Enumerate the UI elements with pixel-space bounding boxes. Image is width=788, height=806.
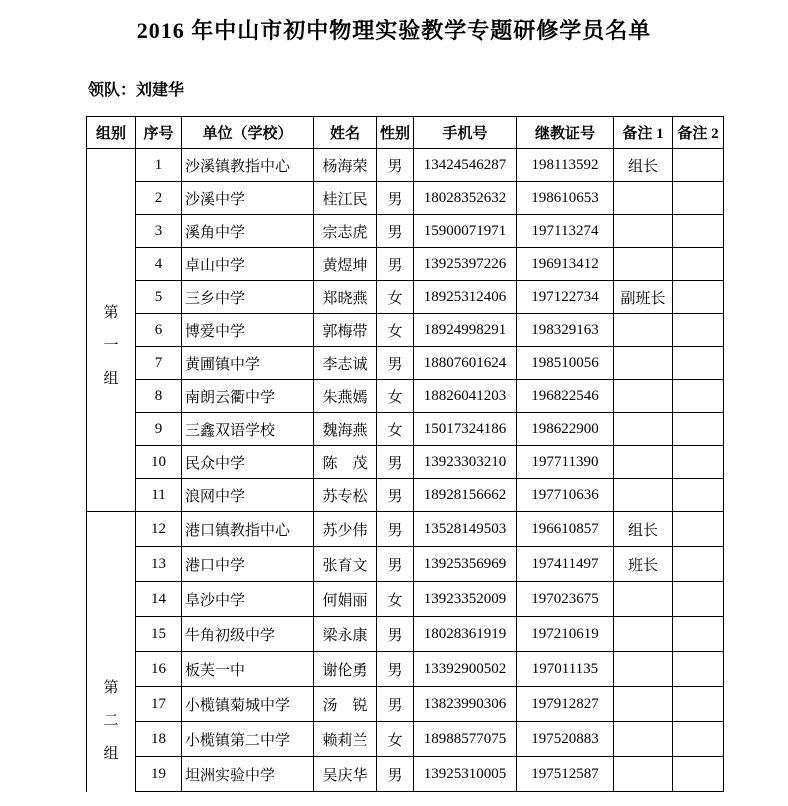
cell-serial: 9 (136, 413, 182, 446)
cell-note2 (673, 248, 724, 281)
cell-note2 (673, 281, 724, 314)
cell-serial: 3 (136, 215, 182, 248)
cell-gender: 男 (377, 248, 414, 281)
table-row (87, 687, 724, 722)
cell-school: 小榄镇菊城中学 (182, 687, 314, 722)
cell-note1 (614, 182, 673, 215)
cell-cert: 197210619 (517, 617, 614, 652)
cell-school: 民众中学 (182, 446, 314, 479)
cell-cert: 197122734 (517, 281, 614, 314)
cell-gender: 男 (377, 757, 414, 792)
cell-school: 港口中学 (182, 547, 314, 582)
cell-phone: 13923352009 (414, 582, 517, 617)
cell-school: 卓山中学 (182, 248, 314, 281)
cell-gender: 男 (377, 687, 414, 722)
cell-note2 (673, 617, 724, 652)
cell-school: 三乡中学 (182, 281, 314, 314)
cell-school: 浪网中学 (182, 479, 314, 512)
cell-school: 博爱中学 (182, 314, 314, 347)
cell-cert: 197520883 (517, 722, 614, 757)
cell-phone: 18924998291 (414, 314, 517, 347)
cell-cert: 196913412 (517, 248, 614, 281)
cell-name: 郑晓燕 (314, 281, 377, 314)
col-header-gender: 性别 (377, 117, 414, 149)
cell-phone: 15017324186 (414, 413, 517, 446)
cell-note1 (614, 722, 673, 757)
cell-gender: 男 (377, 182, 414, 215)
col-header-phone: 手机号 (414, 117, 517, 149)
col-header-group: 组别 (87, 117, 136, 149)
cell-serial: 1 (136, 149, 182, 182)
cell-serial: 4 (136, 248, 182, 281)
group-1-cell (87, 149, 136, 512)
table-row (87, 215, 724, 248)
cell-cert: 198510056 (517, 347, 614, 380)
table-row (87, 479, 724, 512)
cell-school: 板芙一中 (182, 652, 314, 687)
cell-gender: 女 (377, 582, 414, 617)
cell-note2 (673, 149, 724, 182)
cell-school: 南朗云衢中学 (182, 380, 314, 413)
cell-cert: 198113592 (517, 149, 614, 182)
table-row (87, 512, 724, 547)
cell-gender: 女 (377, 380, 414, 413)
cell-name: 杨海荣 (314, 149, 377, 182)
cell-note1 (614, 757, 673, 792)
cell-phone: 18988577075 (414, 722, 517, 757)
cell-phone: 18928156662 (414, 479, 517, 512)
cell-serial: 17 (136, 687, 182, 722)
cell-note2 (673, 757, 724, 792)
cell-note1 (614, 617, 673, 652)
cell-note1 (614, 479, 673, 512)
cell-name: 黄煜坤 (314, 248, 377, 281)
cell-note1 (614, 215, 673, 248)
cell-name: 梁永康 (314, 617, 377, 652)
cell-phone: 18028361919 (414, 617, 517, 652)
cell-school: 坦洲实验中学 (182, 757, 314, 792)
table-row (87, 182, 724, 215)
cell-gender: 女 (377, 314, 414, 347)
cell-serial: 10 (136, 446, 182, 479)
cell-gender: 女 (377, 281, 414, 314)
cell-note2 (673, 547, 724, 582)
col-header-cert: 继教证号 (517, 117, 614, 149)
table-row (87, 757, 724, 792)
cell-cert: 198610653 (517, 182, 614, 215)
cell-serial: 2 (136, 182, 182, 215)
cell-phone: 13392900502 (414, 652, 517, 687)
cell-school: 沙溪镇教指中心 (182, 149, 314, 182)
cell-name: 苏专松 (314, 479, 377, 512)
cell-name: 宗志虎 (314, 215, 377, 248)
group-2-label: 第二组 (103, 680, 119, 762)
col-header-school: 单位（学校） (182, 117, 314, 149)
cell-cert: 197411497 (517, 547, 614, 582)
roster-table (86, 116, 724, 792)
cell-gender: 女 (377, 722, 414, 757)
cell-note2 (673, 380, 724, 413)
cell-note2 (673, 687, 724, 722)
cell-gender: 男 (377, 149, 414, 182)
table-row (87, 380, 724, 413)
cell-name: 张育文 (314, 547, 377, 582)
cell-note1 (614, 380, 673, 413)
table-row (87, 248, 724, 281)
cell-school: 沙溪中学 (182, 182, 314, 215)
cell-school: 三鑫双语学校 (182, 413, 314, 446)
cell-cert: 197512587 (517, 757, 614, 792)
cell-serial: 6 (136, 314, 182, 347)
cell-note1 (614, 446, 673, 479)
col-header-note2: 备注 2 (673, 117, 724, 149)
cell-name: 朱燕嫣 (314, 380, 377, 413)
cell-note1 (614, 347, 673, 380)
cell-gender: 男 (377, 652, 414, 687)
col-header-note1: 备注 1 (614, 117, 673, 149)
cell-gender: 男 (377, 512, 414, 547)
table-row (87, 347, 724, 380)
cell-serial: 13 (136, 547, 182, 582)
cell-school: 小榄镇第二中学 (182, 722, 314, 757)
cell-note1 (614, 582, 673, 617)
cell-phone: 13528149503 (414, 512, 517, 547)
col-header-serial: 序号 (136, 117, 182, 149)
table-row (87, 413, 724, 446)
table-row (87, 281, 724, 314)
cell-note2 (673, 652, 724, 687)
cell-note2 (673, 413, 724, 446)
cell-note1: 组长 (614, 512, 673, 547)
cell-serial: 12 (136, 512, 182, 547)
cell-name: 苏少伟 (314, 512, 377, 547)
cell-name: 吴庆华 (314, 757, 377, 792)
cell-note1: 组长 (614, 149, 673, 182)
cell-note1: 班长 (614, 547, 673, 582)
cell-note2 (673, 347, 724, 380)
cell-serial: 11 (136, 479, 182, 512)
cell-serial: 16 (136, 652, 182, 687)
table-row (87, 547, 724, 582)
cell-note2 (673, 446, 724, 479)
cell-name: 何娟丽 (314, 582, 377, 617)
cell-gender: 男 (377, 617, 414, 652)
cell-note2 (673, 582, 724, 617)
table-row (87, 617, 724, 652)
cell-phone: 15900071971 (414, 215, 517, 248)
cell-note2 (673, 512, 724, 547)
cell-school: 牛角初级中学 (182, 617, 314, 652)
cell-phone: 18925312406 (414, 281, 517, 314)
cell-serial: 8 (136, 380, 182, 413)
cell-name: 李志诚 (314, 347, 377, 380)
cell-gender: 男 (377, 547, 414, 582)
table-row (87, 722, 724, 757)
cell-phone: 18826041203 (414, 380, 517, 413)
cell-cert: 196610857 (517, 512, 614, 547)
cell-name: 桂江民 (314, 182, 377, 215)
header-row (87, 117, 724, 149)
cell-serial: 18 (136, 722, 182, 757)
cell-cert: 197113274 (517, 215, 614, 248)
cell-phone: 13925356969 (414, 547, 517, 582)
cell-school: 黄圃镇中学 (182, 347, 314, 380)
cell-gender: 男 (377, 479, 414, 512)
cell-cert: 198622900 (517, 413, 614, 446)
cell-note1 (614, 248, 673, 281)
cell-name: 陈 茂 (314, 446, 377, 479)
cell-school: 溪角中学 (182, 215, 314, 248)
cell-cert: 197711390 (517, 446, 614, 479)
cell-name: 谢伦勇 (314, 652, 377, 687)
cell-name: 汤 锐 (314, 687, 377, 722)
cell-cert: 197710636 (517, 479, 614, 512)
cell-serial: 19 (136, 757, 182, 792)
cell-phone: 18807601624 (414, 347, 517, 380)
cell-note2 (673, 722, 724, 757)
cell-serial: 15 (136, 617, 182, 652)
cell-phone: 13925310005 (414, 757, 517, 792)
cell-school: 港口镇教指中心 (182, 512, 314, 547)
cell-note2 (673, 479, 724, 512)
cell-serial: 14 (136, 582, 182, 617)
cell-note1: 副班长 (614, 281, 673, 314)
table-row (87, 582, 724, 617)
cell-name: 魏海燕 (314, 413, 377, 446)
cell-phone: 13923303210 (414, 446, 517, 479)
cell-serial: 5 (136, 281, 182, 314)
table-row (87, 446, 724, 479)
cell-note1 (614, 413, 673, 446)
cell-phone: 18028352632 (414, 182, 517, 215)
cell-note1 (614, 652, 673, 687)
cell-note1 (614, 687, 673, 722)
cell-cert: 198329163 (517, 314, 614, 347)
cell-gender: 女 (377, 413, 414, 446)
cell-gender: 男 (377, 215, 414, 248)
col-header-name: 姓名 (314, 117, 377, 149)
leader-label: 领队：刘建华 (88, 82, 185, 99)
cell-name: 赖莉兰 (314, 722, 377, 757)
cell-name: 郭梅带 (314, 314, 377, 347)
cell-note2 (673, 215, 724, 248)
page-title: 2016 年中山市初中物理实验教学专题研修学员名单 (136, 18, 652, 43)
cell-school: 阜沙中学 (182, 582, 314, 617)
cell-note2 (673, 314, 724, 347)
cell-gender: 男 (377, 347, 414, 380)
table-row (87, 652, 724, 687)
cell-phone: 13823990306 (414, 687, 517, 722)
group-2-cell (87, 512, 136, 792)
group-1-label: 第一组 (103, 305, 119, 387)
cell-note1 (614, 314, 673, 347)
cell-cert: 196822546 (517, 380, 614, 413)
cell-phone: 13925397226 (414, 248, 517, 281)
table-row (87, 149, 724, 182)
cell-cert: 197011135 (517, 652, 614, 687)
cell-cert: 197023675 (517, 582, 614, 617)
table-row (87, 314, 724, 347)
cell-phone: 13424546287 (414, 149, 517, 182)
cell-gender: 男 (377, 446, 414, 479)
cell-cert: 197912827 (517, 687, 614, 722)
cell-serial: 7 (136, 347, 182, 380)
cell-note2 (673, 182, 724, 215)
